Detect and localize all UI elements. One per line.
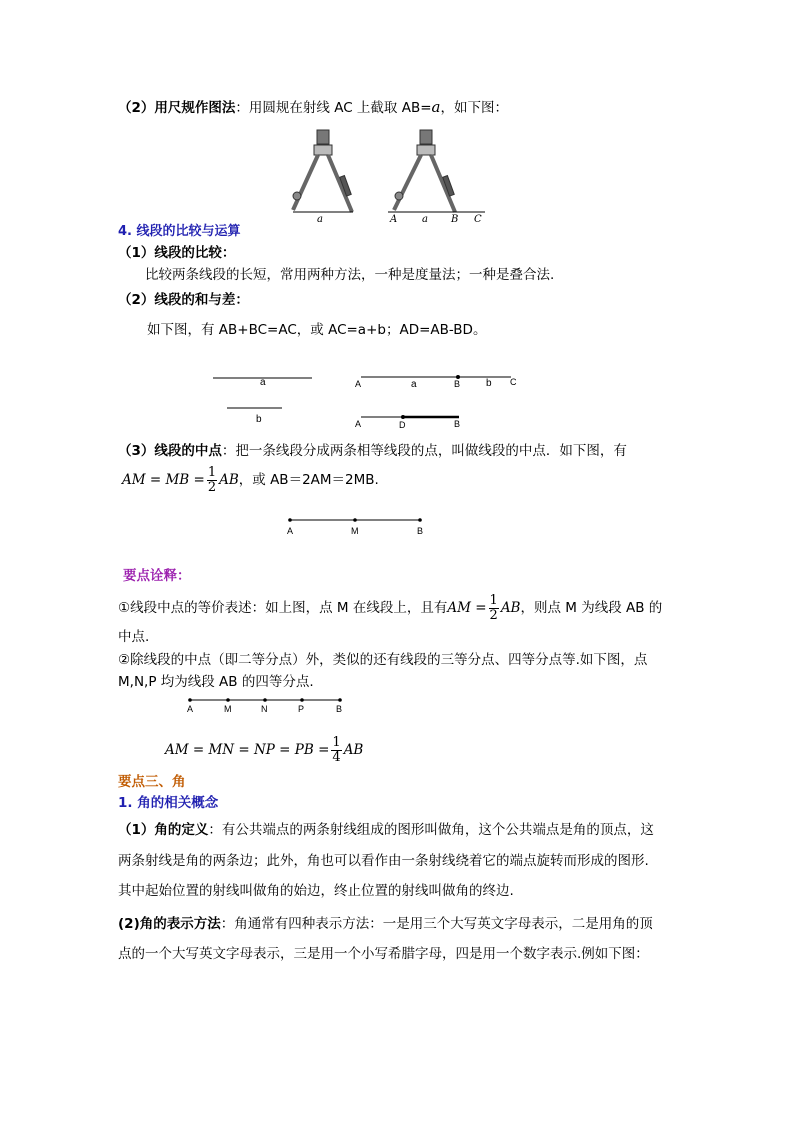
note1-frac-num: 1 xyxy=(489,592,498,608)
note2-text-b: M,N,P 均为线段 AB 的四等分点. xyxy=(118,674,314,690)
bottom-label-A: A xyxy=(355,419,362,429)
note1-text-a: ①线段中点的等价表述：如上图，点 M 在线段上，且有 xyxy=(118,600,448,616)
bottom-label-B: B xyxy=(454,419,461,429)
right-compass-label-a: a xyxy=(422,214,428,225)
angle-def-text-c: 其中起始位置的射线叫做角的始边，终止位置的射线叫做角的终边. xyxy=(118,883,514,899)
angle-def-text-a: ：有公共端点的两条射线组成的图形叫做角，这个公共端点是角的顶点，这 xyxy=(208,822,654,838)
compare-text: 比较两条线段的长短，常用两种方法，一种是度量法；一种是叠合法. xyxy=(145,267,555,283)
note1-text-c: 中点. xyxy=(118,629,150,645)
note2-text-a: ②除线段的中点（即二等分点）外，类似的还有线段的三等分点、四等分点等.如下图，点 xyxy=(118,652,648,668)
label-b: b xyxy=(256,414,262,425)
angle-def-line1 xyxy=(118,820,654,840)
section4-title: 4. 线段的比较与运算 xyxy=(118,224,241,239)
construction-label: （2）用尺规作图法 xyxy=(118,100,236,116)
right-compass-label-B: B xyxy=(451,214,459,225)
a-symbol: a xyxy=(431,98,441,116)
quarter-label-N: N xyxy=(261,704,268,714)
quarter-formula-line xyxy=(165,732,363,768)
top-label-b: b xyxy=(486,378,492,389)
angle-concepts-title: 1. 角的相关概念 xyxy=(118,795,219,811)
mid-label-M: M xyxy=(351,526,359,536)
right-compass-label-A: A xyxy=(390,214,398,225)
left-compass-label-a: a xyxy=(317,214,323,225)
notes-title: 要点诠释： xyxy=(123,568,191,584)
label-a: a xyxy=(260,377,266,388)
midpoint-frac-num: 1 xyxy=(207,464,217,480)
angle-rep-text-b: 点的一个大写英文字母表示，三是用一个小写希腊字母，四是用一个数字表示.例如下图： xyxy=(118,946,649,962)
midpoint-formula-rhs: AB xyxy=(219,472,239,488)
angle-rep-label: (2)角的表示方法 xyxy=(118,916,221,932)
quarter-fraction xyxy=(331,736,341,765)
quarter-frac-num: 1 xyxy=(332,734,341,750)
bottom-label-D: D xyxy=(399,420,406,430)
quarter-formula-lhs: AM = MN = NP = PB = xyxy=(165,742,330,758)
midpoint-suffix: ，或 AB＝2AM＝2MB. xyxy=(238,472,379,488)
quarter-label-P: P xyxy=(298,704,305,714)
construction-text-b: ，如下图： xyxy=(440,100,508,116)
note1-rhs: AB xyxy=(500,600,521,616)
quarter-frac-den: 4 xyxy=(332,749,341,765)
angle-def-text-b: 两条射线是角的两条边；此外，角也可以看作由一条射线绕着它的端点旋转而形成的图形. xyxy=(118,853,649,869)
angle-def-label: （1）角的定义 xyxy=(118,822,209,838)
midpoint-frac-den: 2 xyxy=(207,479,217,495)
note1-frac-den: 2 xyxy=(489,607,498,623)
right-compass-label-C: C xyxy=(474,214,482,225)
construction-text-a: ：用圆规在射线 AC 上截取 AB= xyxy=(235,100,432,116)
midpoint-label: （3）线段的中点 xyxy=(118,443,222,459)
top-label-a: a xyxy=(411,379,417,390)
mid-label-A: A xyxy=(287,526,294,536)
quarter-label-B: B xyxy=(336,704,343,714)
top-label-B: B xyxy=(454,379,461,389)
mid-label-B: B xyxy=(417,526,424,536)
midpoint-text: ：把一条线段分成两条相等线段的点，叫做线段的中点．如下图，有 xyxy=(221,443,627,459)
sum-label: （2）线段的和与差： xyxy=(118,292,249,308)
compare-label: （1）线段的比较： xyxy=(118,245,236,261)
top-label-A: A xyxy=(355,379,362,389)
note1-formula: AM = xyxy=(447,600,487,616)
midpoint-formula-lhs: AM = MB = xyxy=(122,472,205,488)
quarter-label-M: M xyxy=(224,704,232,714)
angle-rep-line1 xyxy=(118,914,653,934)
section-angle-title: 要点三、角 xyxy=(118,774,186,790)
quarter-formula-rhs: AB xyxy=(343,742,364,758)
sum-text: 如下图，有 AB+BC=AC，或 AC=a+b；AD=AB-BD。 xyxy=(147,322,487,338)
note1-text-b: ，则点 M 为线段 AB 的 xyxy=(520,600,663,616)
angle-rep-text-a: ：角通常有四种表示方法：一是用三个大写英文字母表示，二是用角的顶 xyxy=(220,916,653,932)
top-label-C: C xyxy=(510,377,517,387)
quarter-label-A: A xyxy=(187,704,194,714)
